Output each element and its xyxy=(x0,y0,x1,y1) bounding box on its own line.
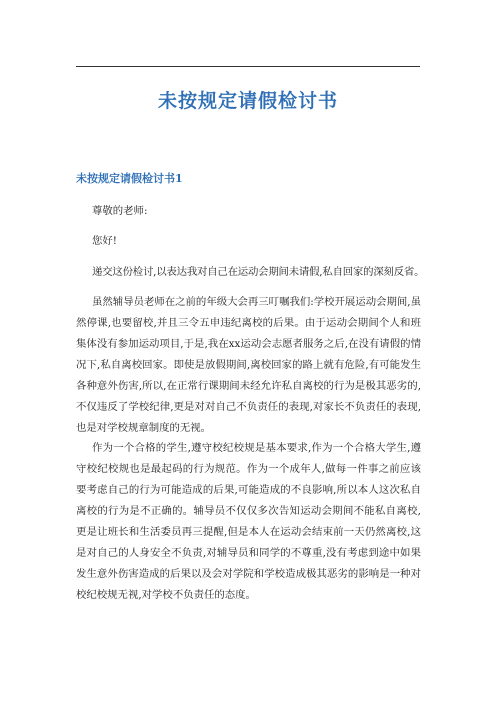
greeting: 您好! xyxy=(92,235,117,247)
paragraph-2: 虽然辅导员老师在之前的年级大会再三叮嘱我们:学校开展运动会期间,虽然停课,也要留校,并且三令五申违纪离校的后果。由于运动会期间个人和班集体没有参加运动项目,于是,我在xx运动会志愿者服务之后,在没有请假的情况下,私自离校回家。即使是放假期间,离校回家的路上就有危险,有可能发生各种意外伤害,所以,在正常行课期间未经允许私自离校的行为是极其恶劣的,不仅违反了学校纪律,更是对对自己不负责任的表现,对家长不负责任的表现,也是对学校规章制度的无视。 xyxy=(76,296,421,434)
salutation: 尊敬的老师: xyxy=(92,205,148,217)
document-title: 未按规定请假检讨书 xyxy=(157,90,338,112)
section-heading: 未按规定请假检讨书1 xyxy=(76,172,183,185)
paragraph-1: 递交这份检讨,以表达我对自己在运动会期间未请假,私自回家的深刻反省。 xyxy=(92,266,425,278)
paragraph-3: 作为一个合格的学生,遵守校纪校规是基本要求,作为一个合格大学生,遵守校纪校规也是最起码的行为规范。作为一个成年人,做每一件事之前应该要考虑自己的行为可能造成的后果,可能造成的不良影响,所以本人这次私自离校的行为是不正确的。辅导员不仅仅多次告知运动会期间不能私自离校,更是让班长和生活委员再三提醒,但是本人在运动会结束前一天仍然离校,这是对自己的人身安全不负责,对辅导员和同学的不尊重,没有考虑到途中如果发生意外伤害造成的后果以及会对学院和学校造成极其恶劣的影响是一种对校纪校规无视,对学校不负责任的态度。 xyxy=(76,442,421,601)
header-rule xyxy=(76,66,420,67)
